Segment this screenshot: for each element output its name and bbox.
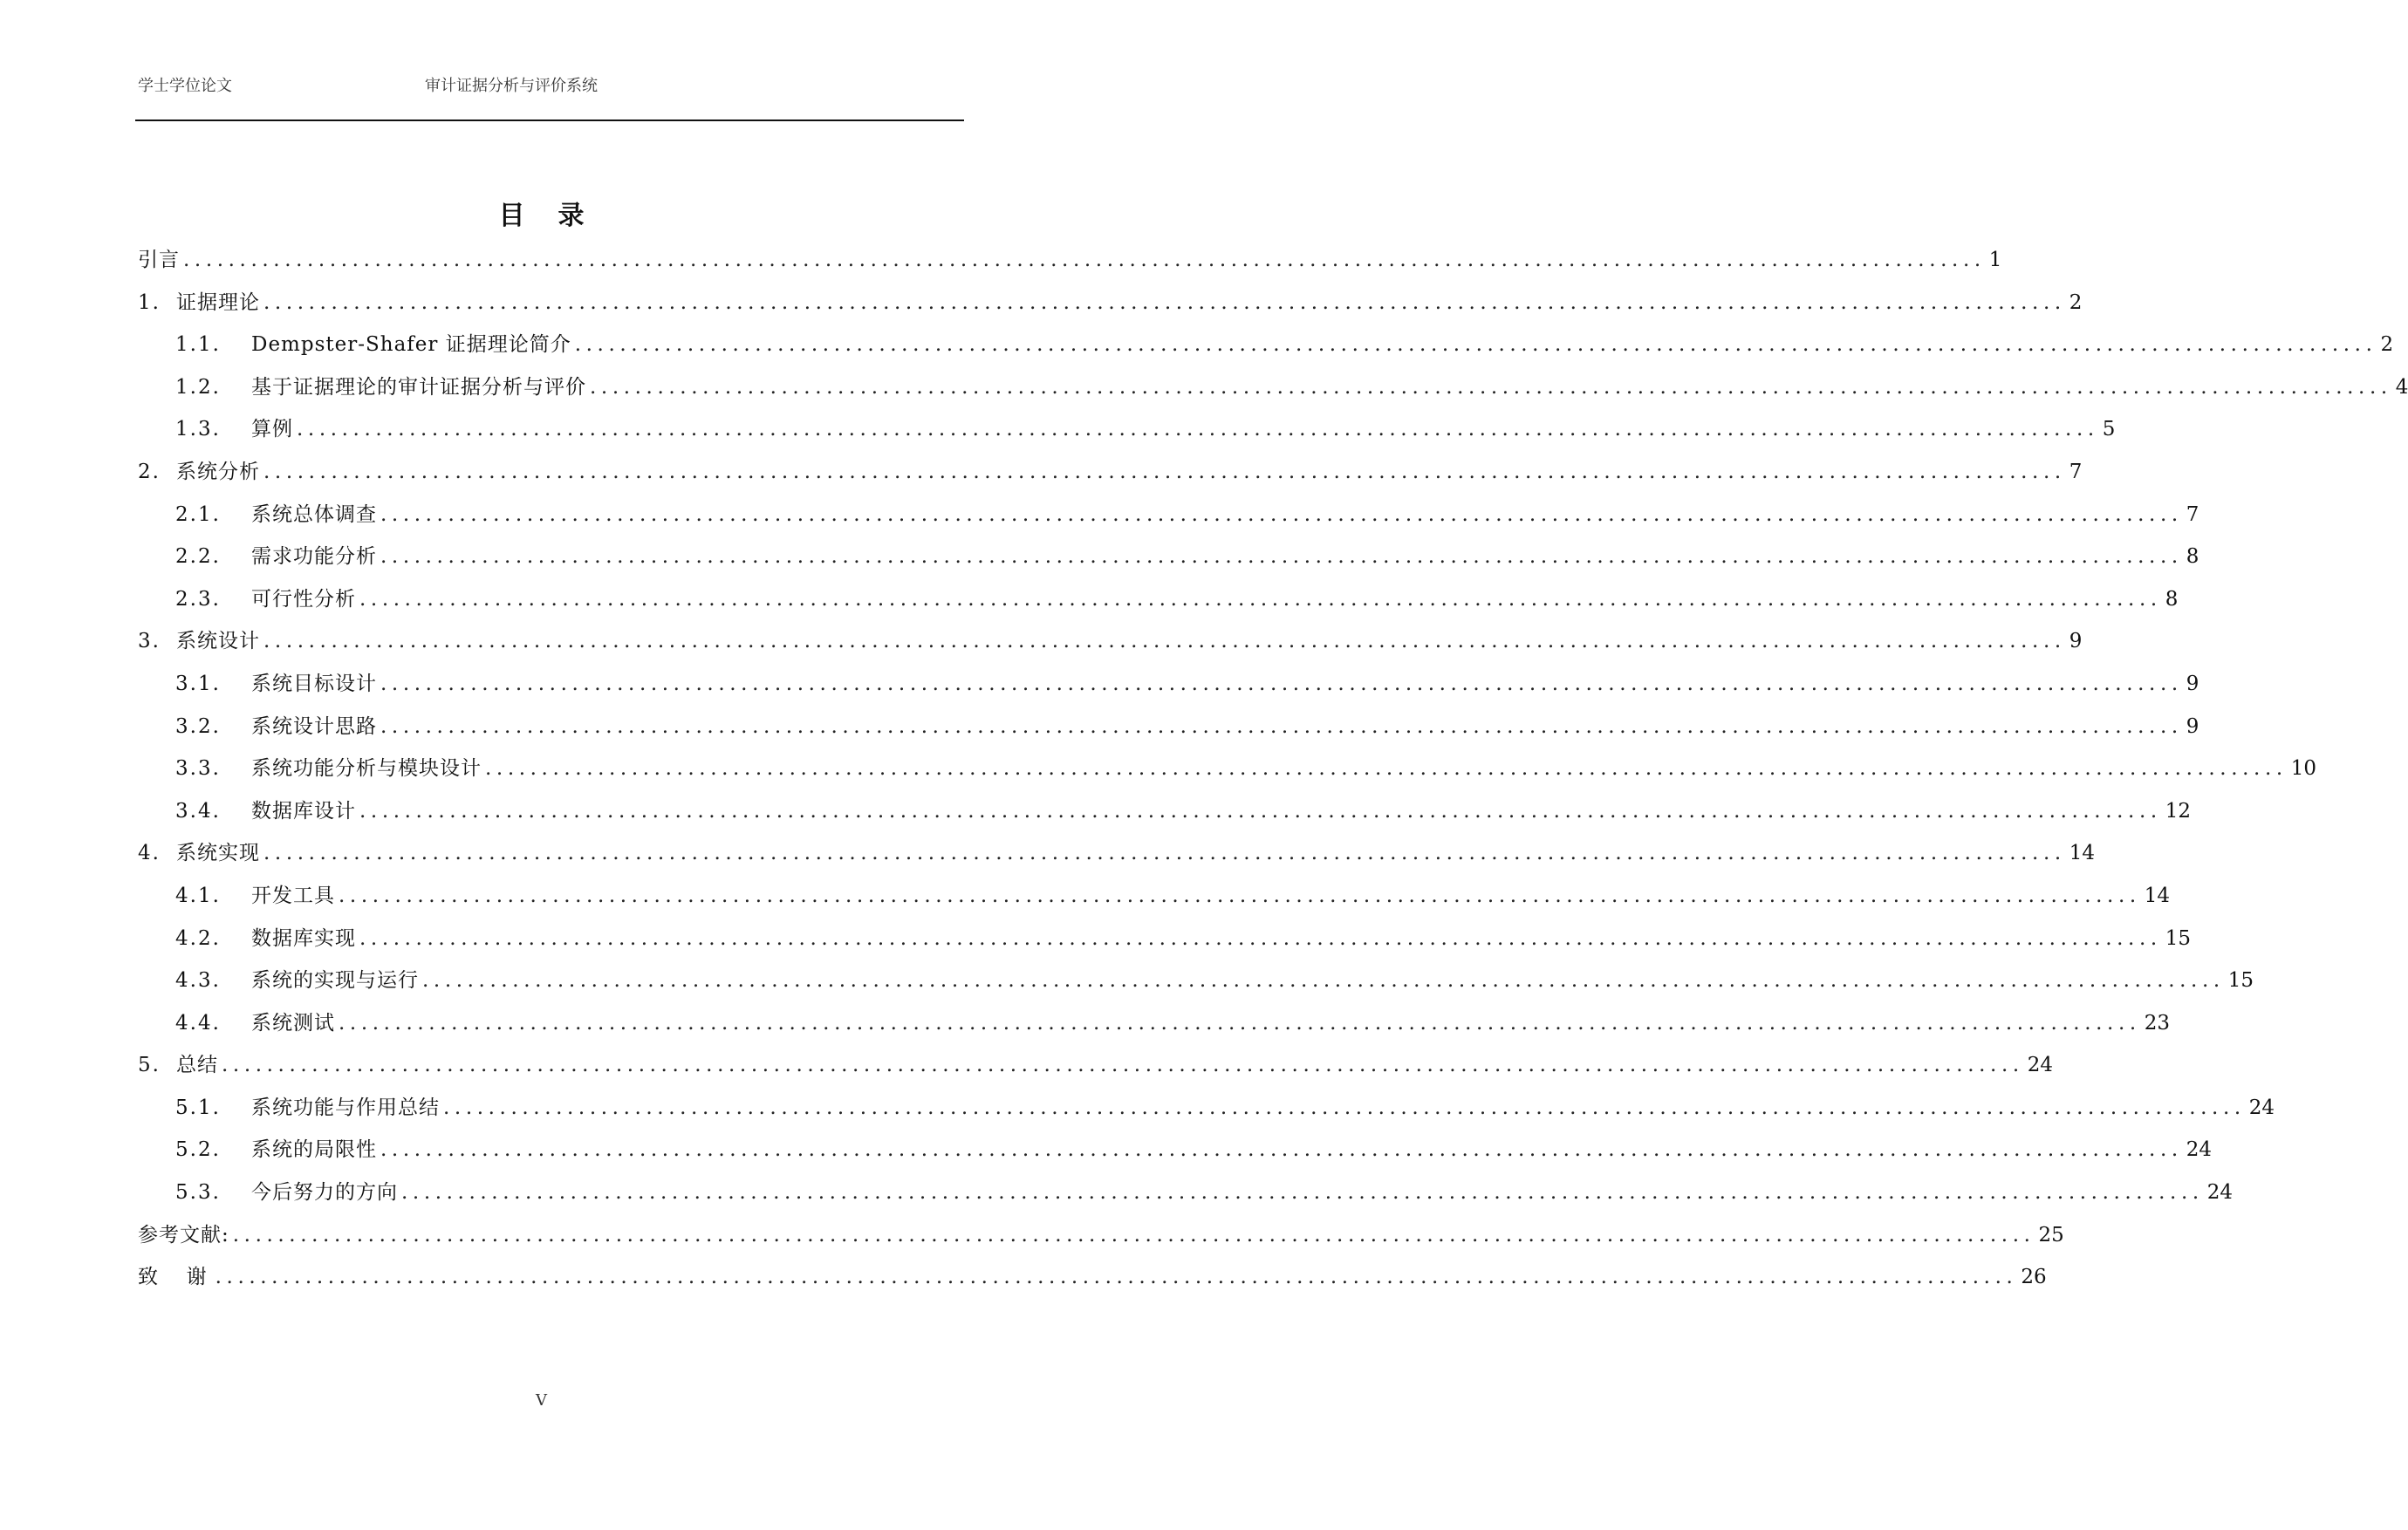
toc-entry-label: 需求功能分析 [251,545,377,569]
toc-entry[interactable] [138,585,2179,628]
toc-entry-number: 3.3. [175,757,221,781]
toc-entry-number: 5.1. [175,1096,221,1119]
toc-entry-number: 3.1. [175,672,221,695]
toc-entry-label: 系统功能分析与模块设计 [251,757,482,781]
page-title: 目录 [498,201,618,231]
toc-entry-page: 23 [2144,1011,2171,1035]
toc-entry-label: 数据库设计 [251,799,356,823]
toc-entry-number: 2.3. [175,587,221,611]
toc-entry-page: 5 [2102,418,2116,441]
toc-leader-dots: ................................................................................................................................................................ [443,1096,2246,1119]
toc-entry-page: 8 [2165,587,2179,611]
toc-entry-label: 致 谢 [138,1266,212,1289]
toc-entry[interactable] [138,415,2116,458]
toc-leader-dots: ................................................................................................................................................................ [590,375,2392,399]
toc-leader-dots: ................................................................................................................................................................ [339,1011,2141,1035]
page-number: V [536,1391,547,1410]
toc-leader-dots: ................................................................................................................................................................ [222,1054,2024,1077]
toc-entry-label: 系统实现 [176,842,260,865]
toc-entry[interactable] [138,1178,2234,1221]
toc-leader-dots: ................................................................................................................................................................ [297,418,2099,441]
toc-entry[interactable] [138,882,2171,925]
toc-entry-number: 2.2. [175,545,221,569]
toc-leader-dots: ................................................................................................................................................................ [183,249,1986,271]
toc-entry-page: 9 [2069,630,2083,653]
toc-entry[interactable] [138,627,2083,670]
toc-entry-number: 1.2. [175,375,221,399]
toc-entry-label: 系统的局限性 [251,1138,377,1162]
toc-entry[interactable] [138,1221,2064,1264]
toc-entry-label: 系统的实现与运行 [251,969,419,993]
toc-leader-dots: ................................................................................................................................................................ [263,290,2066,314]
toc-entry[interactable] [138,373,2408,416]
toc-entry-page: 4 [2395,375,2408,399]
toc-entry-label: 系统测试 [251,1011,335,1035]
toc-entry-number: 4.4. [175,1011,221,1035]
toc-entry[interactable] [138,289,2083,331]
toc-entry-page: 8 [2186,545,2199,569]
toc-entry-label: Dempster-Shafer 证据理论简介 [251,333,571,357]
toc-entry-page: 24 [2206,1181,2234,1205]
toc-entry-label: 总结 [176,1054,218,1077]
toc-entry-number: 3.2. [175,714,221,738]
toc-leader-dots: ................................................................................................................................................................ [339,884,2141,907]
toc-entry-page: 10 [2290,757,2317,781]
toc-leader-dots: ................................................................................................................................................................ [380,672,2183,695]
toc-entry-page: 24 [2027,1054,2054,1077]
running-header [135,73,964,99]
toc-entry[interactable] [138,458,2083,501]
toc-entry-label: 系统分析 [176,460,260,483]
toc-entry-page: 2 [2069,290,2083,314]
toc-entry-page: 12 [2165,799,2192,823]
toc-entry[interactable] [138,1009,2171,1052]
toc-entry[interactable] [138,501,2199,543]
toc-entry-label: 参考文献: [138,1223,229,1247]
toc-leader-dots: ................................................................................................................................................................ [574,333,2377,357]
header-thesis-title: 审计证据分析与评价系统 [425,77,598,95]
toc-entry-number: 2. [138,460,161,483]
toc-entry-number: 1.1. [175,333,221,357]
header-divider [135,120,964,121]
toc-entry[interactable] [138,966,2254,1009]
toc-entry[interactable] [138,1094,2275,1137]
toc-entry-number: 2.1. [175,502,221,526]
toc-leader-dots: ................................................................................................................................................................ [380,545,2183,569]
toc-entry[interactable] [138,797,2192,840]
toc-entry-number: 5.3. [175,1181,221,1205]
toc-entry-number: 1. [138,290,161,314]
toc-entry-page: 2 [2380,333,2394,357]
toc-entry-page: 7 [2069,460,2083,483]
toc-entry[interactable] [138,925,2192,967]
toc-leader-dots: ................................................................................................................................................................ [422,969,2225,993]
toc-entry[interactable] [138,670,2199,713]
toc-entry-number: 5.2. [175,1138,221,1162]
toc-entry-label: 证据理论 [176,290,260,314]
toc-leader-dots: ................................................................................................................................................................ [215,1266,2018,1289]
toc-leader-dots: ................................................................................................................................................................ [359,587,2162,611]
toc-entry[interactable] [138,1136,2213,1178]
toc-entry-label: 算例 [251,418,293,441]
toc-entry-number: 1.3. [175,418,221,441]
toc-leader-dots: ................................................................................................................................................................ [359,799,2162,823]
toc-entry[interactable] [138,543,2199,585]
toc-entry-label: 基于证据理论的审计证据分析与评价 [251,375,586,399]
toc-entry-page: 14 [2144,884,2171,907]
toc-entry-page: 1 [1988,249,2002,271]
toc-leader-dots: ................................................................................................................................................................ [485,757,2288,781]
toc-leader-dots: ................................................................................................................................................................ [263,630,2066,653]
toc-leader-dots: ................................................................................................................................................................ [380,502,2183,526]
toc-entry-page: 24 [2186,1138,2213,1162]
toc-entry-page: 9 [2186,714,2199,738]
toc-leader-dots: ................................................................................................................................................................ [380,714,2183,738]
toc-leader-dots: ................................................................................................................................................................ [263,460,2066,483]
toc-entry-page: 24 [2248,1096,2275,1119]
toc-entry-label: 数据库实现 [251,926,356,950]
toc-entry-number: 4. [138,842,161,865]
toc-entry[interactable] [138,839,2096,882]
toc-leader-dots: ................................................................................................................................................................ [232,1223,2035,1247]
toc-entry-number: 4.3. [175,969,221,993]
toc-entry-number: 3. [138,630,161,653]
toc-entry-label: 系统设计思路 [251,714,377,738]
toc-leader-dots: ................................................................................................................................................................ [401,1181,2204,1205]
toc-leader-dots: ................................................................................................................................................................ [380,1138,2183,1162]
toc-entry-page: 26 [2021,1266,2047,1289]
toc-entry[interactable] [138,713,2199,755]
toc-entry-number: 3.4. [175,799,221,823]
toc-entry-number: 5. [138,1054,161,1077]
toc-entry-page: 25 [2038,1223,2064,1247]
toc-entry[interactable] [138,1263,2047,1306]
toc-entry-number: 4.1. [175,884,221,907]
toc-entry-label: 系统总体调查 [251,502,377,526]
toc-entry-page: 15 [2227,969,2254,993]
toc-entry[interactable] [138,755,2317,797]
header-thesis-type: 学士学位论文 [138,77,232,95]
toc-entry-page: 14 [2069,842,2096,865]
toc-leader-dots: ................................................................................................................................................................ [359,926,2162,950]
toc-entry[interactable] [138,331,2394,373]
toc-entry-page: 9 [2186,672,2199,695]
toc-entry-page: 7 [2186,502,2199,526]
table-of-contents [138,246,2408,1306]
toc-entry[interactable] [138,1051,2054,1094]
toc-leader-dots: ................................................................................................................................................................ [263,842,2066,865]
toc-entry-label: 今后努力的方向 [251,1181,398,1205]
toc-entry-label: 系统目标设计 [251,672,377,695]
toc-entry-label: 引言 [138,249,180,271]
toc-entry-label: 开发工具 [251,884,335,907]
toc-entry-label: 系统功能与作用总结 [251,1096,440,1119]
toc-entry-number: 4.2. [175,926,221,950]
toc-entry-label: 系统设计 [176,630,260,653]
toc-entry-page: 15 [2165,926,2192,950]
toc-entry-label: 可行性分析 [251,587,356,611]
toc-entry[interactable] [138,246,2002,289]
